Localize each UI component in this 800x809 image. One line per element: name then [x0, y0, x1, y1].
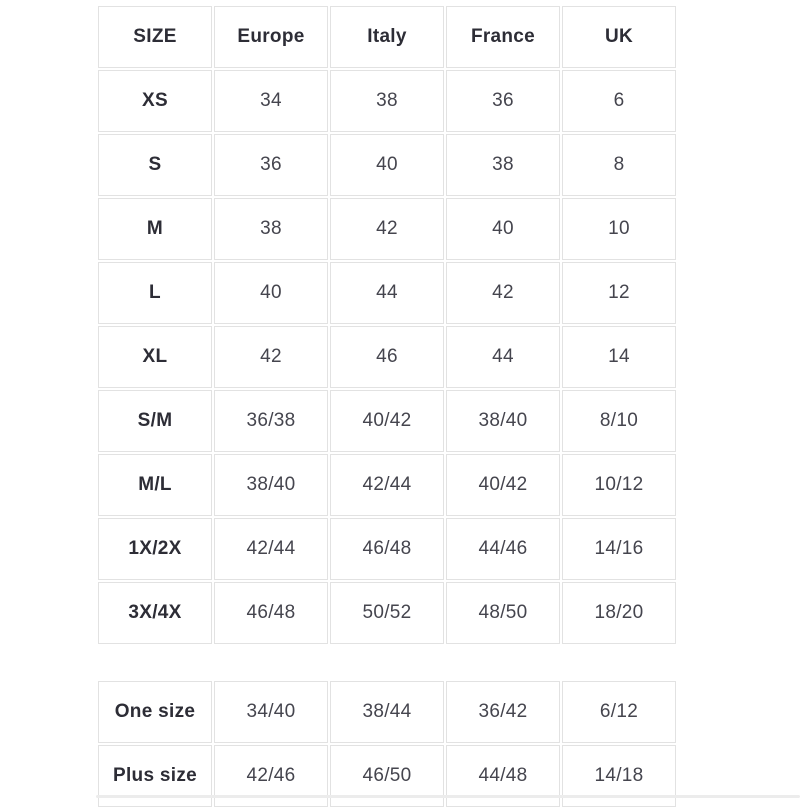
cell-france: 36/42 — [446, 681, 560, 743]
cell-france: 40/42 — [446, 454, 560, 516]
column-header-italy: Italy — [330, 6, 444, 68]
row-label: XS — [98, 70, 212, 132]
cell-europe: 42 — [214, 326, 328, 388]
cell-italy: 40/42 — [330, 390, 444, 452]
size-conversion-table — [96, 4, 678, 646]
header-row — [98, 6, 676, 68]
cell-europe: 46/48 — [214, 582, 328, 644]
cell-italy: 42 — [330, 198, 444, 260]
cell-uk: 10 — [562, 198, 676, 260]
cell-italy: 40 — [330, 134, 444, 196]
cell-europe: 34 — [214, 70, 328, 132]
row-label: 1X/2X — [98, 518, 212, 580]
cell-europe: 38 — [214, 198, 328, 260]
cell-france: 48/50 — [446, 582, 560, 644]
cell-europe: 36/38 — [214, 390, 328, 452]
cell-uk: 10/12 — [562, 454, 676, 516]
column-header-size: SIZE — [98, 6, 212, 68]
row-label: One size — [98, 681, 212, 743]
cell-europe: 34/40 — [214, 681, 328, 743]
cell-uk: 18/20 — [562, 582, 676, 644]
cell-italy: 38 — [330, 70, 444, 132]
cell-italy: 44 — [330, 262, 444, 324]
cell-italy: 46/50 — [330, 745, 444, 807]
table-row — [98, 518, 676, 580]
row-label: S — [98, 134, 212, 196]
cell-uk: 14/18 — [562, 745, 676, 807]
table-row — [98, 326, 676, 388]
table-row — [98, 681, 676, 743]
cell-italy: 50/52 — [330, 582, 444, 644]
cell-europe: 40 — [214, 262, 328, 324]
table-row — [98, 454, 676, 516]
row-label: M/L — [98, 454, 212, 516]
cell-italy: 38/44 — [330, 681, 444, 743]
row-label: Plus size — [98, 745, 212, 807]
row-label: S/M — [98, 390, 212, 452]
cell-europe: 42/46 — [214, 745, 328, 807]
column-header-uk: UK — [562, 6, 676, 68]
row-label: L — [98, 262, 212, 324]
row-label: 3X/4X — [98, 582, 212, 644]
table-row — [98, 198, 676, 260]
table-row — [98, 582, 676, 644]
cell-italy: 46 — [330, 326, 444, 388]
size-conversion-content — [96, 4, 678, 809]
table-row — [98, 262, 676, 324]
cell-europe: 38/40 — [214, 454, 328, 516]
table-row — [98, 134, 676, 196]
cell-france: 44/46 — [446, 518, 560, 580]
table-row — [98, 70, 676, 132]
cell-europe: 42/44 — [214, 518, 328, 580]
cell-france: 42 — [446, 262, 560, 324]
column-header-france: France — [446, 6, 560, 68]
cell-france: 40 — [446, 198, 560, 260]
cell-uk: 12 — [562, 262, 676, 324]
cell-europe: 36 — [214, 134, 328, 196]
cell-france: 44 — [446, 326, 560, 388]
cell-uk: 8/10 — [562, 390, 676, 452]
cell-italy: 46/48 — [330, 518, 444, 580]
row-label: M — [98, 198, 212, 260]
cell-france: 38 — [446, 134, 560, 196]
cell-uk: 8 — [562, 134, 676, 196]
cell-uk: 14 — [562, 326, 676, 388]
cell-france: 36 — [446, 70, 560, 132]
cell-france: 44/48 — [446, 745, 560, 807]
table-gap-spacer — [96, 646, 678, 679]
cell-uk: 6/12 — [562, 681, 676, 743]
cell-uk: 14/16 — [562, 518, 676, 580]
table-row — [98, 390, 676, 452]
cell-france: 38/40 — [446, 390, 560, 452]
horizontal-scrollbar[interactable] — [96, 795, 800, 798]
column-header-europe: Europe — [214, 6, 328, 68]
cell-italy: 42/44 — [330, 454, 444, 516]
cell-uk: 6 — [562, 70, 676, 132]
row-label: XL — [98, 326, 212, 388]
special-sizes-table — [96, 679, 678, 809]
